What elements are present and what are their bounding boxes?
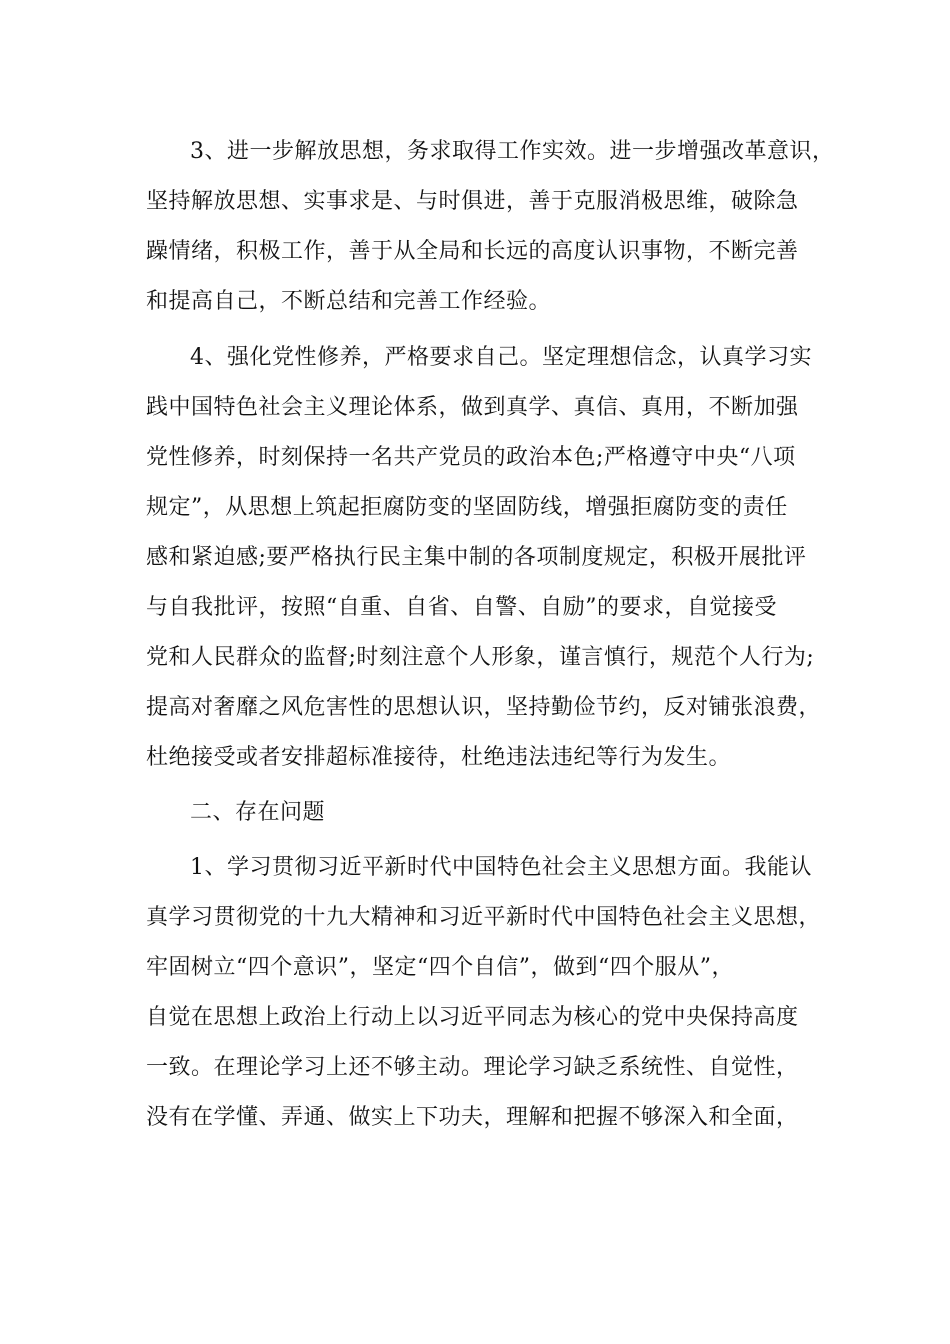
paragraph-4-line-6: 与自我批评，按照“自重、自省、自警、自励”的要求，自觉接受 bbox=[146, 595, 777, 620]
paragraph-3-line-3: 躁情绪，积极工作，善于从全局和长远的高度认识事物，不断完善 bbox=[146, 239, 799, 264]
paragraph-5-line-5: 一致。在理论学习上还不够主动。理论学习缺乏系统性、自觉性， bbox=[146, 1055, 799, 1080]
paragraph-4-line-2: 践中国特色社会主义理论体系，做到真学、真信、真用，不断加强 bbox=[146, 395, 799, 420]
paragraph-5-line-2: 真学习贯彻党的十九大精神和习近平新时代中国特色社会主义思想， bbox=[146, 905, 822, 930]
paragraph-4-line-4: 规定”，从思想上筑起拒腐防变的坚固防线，增强拒腐防变的责任 bbox=[146, 495, 788, 520]
section-heading: 二、存在问题 bbox=[190, 800, 326, 825]
paragraph-5-line-4: 自觉在思想上政治上行动上以习近平同志为核心的党中央保持高度 bbox=[146, 1005, 799, 1030]
paragraph-5-line-1: 1、学习贯彻习近平新时代中国特色社会主义思想方面。我能认 bbox=[190, 855, 812, 880]
paragraph-4-line-5: 感和紧迫感;要严格执行民主集中制的各项制度规定，积极开展批评 bbox=[146, 545, 807, 570]
paragraph-4-line-8: 提高对奢靡之风危害性的思想认识，坚持勤俭节约，反对铺张浪费， bbox=[146, 695, 822, 720]
paragraph-3-line-1: 3、进一步解放思想，务求取得工作实效。进一步增强改革意识， bbox=[190, 139, 835, 164]
paragraph-4-line-1: 4、强化党性修养，严格要求自己。坚定理想信念，认真学习实 bbox=[190, 345, 812, 370]
paragraph-3-line-4: 和提高自己，不断总结和完善工作经验。 bbox=[146, 289, 552, 314]
paragraph-3-line-2: 坚持解放思想、实事求是、与时俱进，善于克服消极思维，破除急 bbox=[146, 189, 799, 214]
paragraph-5-line-6: 没有在学懂、弄通、做实上下功夫，理解和把握不够深入和全面， bbox=[146, 1105, 799, 1130]
paragraph-4-line-7: 党和人民群众的监督;时刻注意个人形象，谨言慎行，规范个人行为; bbox=[146, 645, 815, 670]
paragraph-4-line-3: 党性修养，时刻保持一名共产党员的政治本色;严格遵守中央“八项 bbox=[146, 445, 796, 470]
paragraph-4-line-9: 杜绝接受或者安排超标准接待，杜绝违法违纪等行为发生。 bbox=[146, 745, 732, 770]
paragraph-5-line-3: 牢固树立“四个意识”，坚定“四个自信”，做到“四个服从”， bbox=[146, 955, 734, 980]
